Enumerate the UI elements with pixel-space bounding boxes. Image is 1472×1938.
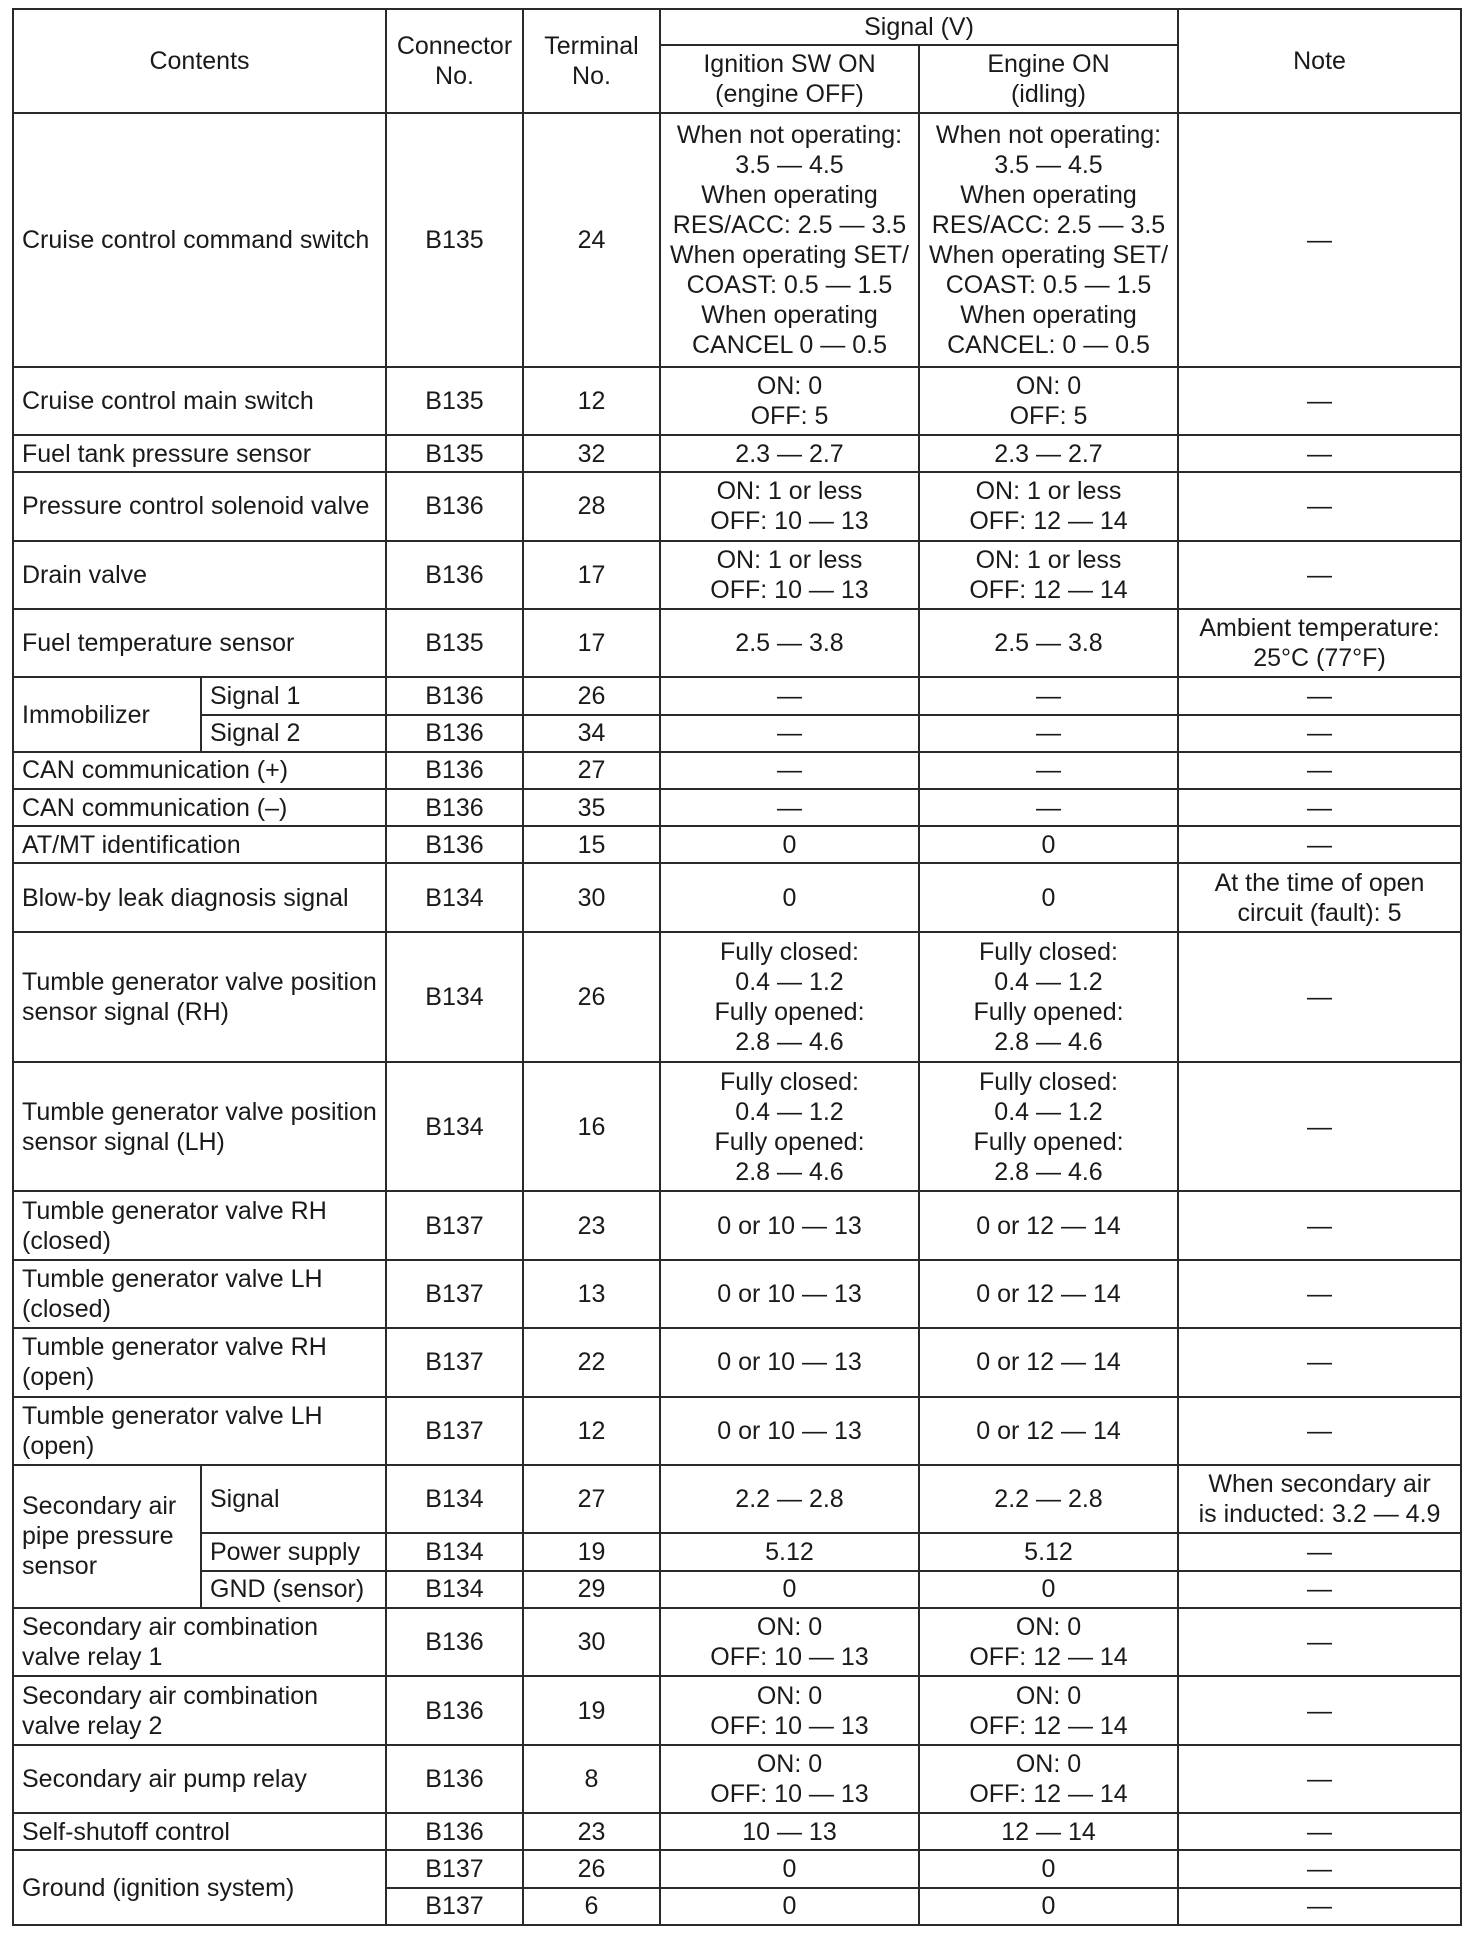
row-signal-ign-on: ON: 0 OFF: 5 bbox=[660, 367, 919, 435]
row-terminal: 34 bbox=[523, 715, 660, 752]
row-connector: B137 bbox=[386, 1191, 523, 1259]
row-connector: B136 bbox=[386, 789, 523, 826]
row-note: — bbox=[1178, 826, 1461, 863]
row-contents: AT/MT identification bbox=[13, 826, 386, 863]
header-signal: Signal (V) bbox=[660, 9, 1178, 45]
row-signal-ign-on: 0 or 10 — 13 bbox=[660, 1328, 919, 1396]
row-note: — bbox=[1178, 932, 1461, 1062]
table-row bbox=[13, 1813, 1461, 1850]
row-connector: B137 bbox=[386, 1328, 523, 1396]
row-signal-ign-on: ON: 0 OFF: 10 — 13 bbox=[660, 1745, 919, 1813]
row-signal-ign-on: Fully closed: 0.4 — 1.2 Fully opened: 2.8 — 4.6 bbox=[660, 932, 919, 1062]
row-signal-ign-on: Fully closed: 0.4 — 1.2 Fully opened: 2.8 — 4.6 bbox=[660, 1062, 919, 1192]
row-note: — bbox=[1178, 1260, 1461, 1328]
row-signal-engine-on: ON: 0 OFF: 12 — 14 bbox=[919, 1608, 1178, 1676]
row-contents: CAN communication (+) bbox=[13, 752, 386, 789]
row-connector: B134 bbox=[386, 863, 523, 931]
row-connector: B135 bbox=[386, 113, 523, 367]
row-terminal: 27 bbox=[523, 1465, 660, 1533]
row-terminal: 12 bbox=[523, 367, 660, 435]
row-connector: B135 bbox=[386, 367, 523, 435]
row-terminal: 30 bbox=[523, 863, 660, 931]
row-contents: Tumble generator valve LH (closed) bbox=[13, 1260, 386, 1328]
row-signal-engine-on: 2.2 — 2.8 bbox=[919, 1465, 1178, 1533]
table-row bbox=[13, 367, 1461, 435]
row-connector: B137 bbox=[386, 1888, 523, 1925]
row-signal-ign-on: 10 — 13 bbox=[660, 1813, 919, 1850]
row-terminal: 16 bbox=[523, 1062, 660, 1192]
row-note: — bbox=[1178, 1850, 1461, 1887]
row-note: — bbox=[1178, 1533, 1461, 1570]
row-signal-engine-on: — bbox=[919, 752, 1178, 789]
row-signal-engine-on: — bbox=[919, 789, 1178, 826]
table-row bbox=[13, 1328, 1461, 1396]
row-connector: B135 bbox=[386, 435, 523, 472]
row-signal-ign-on: 2.3 — 2.7 bbox=[660, 435, 919, 472]
row-terminal: 26 bbox=[523, 1850, 660, 1887]
row-terminal: 8 bbox=[523, 1745, 660, 1813]
row-note: At the time of open circuit (fault): 5 bbox=[1178, 863, 1461, 931]
row-signal-ign-on: ON: 1 or less OFF: 10 — 13 bbox=[660, 541, 919, 609]
row-signal-engine-on: 0 bbox=[919, 826, 1178, 863]
row-connector: B136 bbox=[386, 541, 523, 609]
row-terminal: 17 bbox=[523, 541, 660, 609]
row-connector: B137 bbox=[386, 1397, 523, 1465]
row-terminal: 30 bbox=[523, 1608, 660, 1676]
row-terminal: 15 bbox=[523, 826, 660, 863]
row-contents: Blow-by leak diagnosis signal bbox=[13, 863, 386, 931]
row-contents: Secondary air pump relay bbox=[13, 1745, 386, 1813]
row-signal-engine-on: ON: 1 or less OFF: 12 — 14 bbox=[919, 541, 1178, 609]
row-connector: B134 bbox=[386, 1571, 523, 1608]
row-connector: B135 bbox=[386, 609, 523, 677]
row-note: — bbox=[1178, 1745, 1461, 1813]
row-terminal: 32 bbox=[523, 435, 660, 472]
table-row bbox=[13, 789, 1461, 826]
row-signal-engine-on: 0 bbox=[919, 1571, 1178, 1608]
row-signal-engine-on: 0 or 12 — 14 bbox=[919, 1191, 1178, 1259]
row-contents: Drain valve bbox=[13, 541, 386, 609]
row-note: — bbox=[1178, 752, 1461, 789]
row-contents: Cruise control main switch bbox=[13, 367, 386, 435]
row-sub-contents: Power supply bbox=[201, 1533, 386, 1570]
row-sub-contents: Signal 2 bbox=[201, 715, 386, 752]
row-signal-engine-on: 2.5 — 3.8 bbox=[919, 609, 1178, 677]
row-signal-engine-on: — bbox=[919, 677, 1178, 714]
table-row bbox=[13, 826, 1461, 863]
row-connector: B134 bbox=[386, 932, 523, 1062]
row-terminal: 27 bbox=[523, 752, 660, 789]
table-row bbox=[13, 1608, 1461, 1676]
row-signal-engine-on: 0 or 12 — 14 bbox=[919, 1260, 1178, 1328]
header-terminal-no: Terminal No. bbox=[523, 9, 660, 113]
row-note: — bbox=[1178, 113, 1461, 367]
row-contents: CAN communication (–) bbox=[13, 789, 386, 826]
row-signal-ign-on: 0 bbox=[660, 863, 919, 931]
row-note: — bbox=[1178, 435, 1461, 472]
row-connector: B136 bbox=[386, 752, 523, 789]
row-signal-ign-on: 0 bbox=[660, 1571, 919, 1608]
row-connector: B136 bbox=[386, 1813, 523, 1850]
row-signal-ign-on: — bbox=[660, 715, 919, 752]
row-signal-ign-on: 0 bbox=[660, 826, 919, 863]
row-terminal: 17 bbox=[523, 609, 660, 677]
row-connector: B134 bbox=[386, 1533, 523, 1570]
table-row bbox=[13, 1571, 1461, 1608]
row-signal-ign-on: 5.12 bbox=[660, 1533, 919, 1570]
row-contents: Fuel temperature sensor bbox=[13, 609, 386, 677]
table-row bbox=[13, 752, 1461, 789]
row-contents: Fuel tank pressure sensor bbox=[13, 435, 386, 472]
row-note: — bbox=[1178, 1608, 1461, 1676]
table-row bbox=[13, 113, 1461, 367]
header-connector-no: Connector No. bbox=[386, 9, 523, 113]
row-note: — bbox=[1178, 1062, 1461, 1192]
header-note: Note bbox=[1178, 9, 1461, 113]
table-row bbox=[13, 1850, 1461, 1887]
row-contents: Self-shutoff control bbox=[13, 1813, 386, 1850]
row-note: — bbox=[1178, 541, 1461, 609]
row-sub-contents: Signal 1 bbox=[201, 677, 386, 714]
row-terminal: 29 bbox=[523, 1571, 660, 1608]
row-signal-ign-on: 0 or 10 — 13 bbox=[660, 1191, 919, 1259]
row-signal-engine-on: Fully closed: 0.4 — 1.2 Fully opened: 2.8 — 4.6 bbox=[919, 932, 1178, 1062]
row-signal-engine-on: Fully closed: 0.4 — 1.2 Fully opened: 2.8 — 4.6 bbox=[919, 1062, 1178, 1192]
row-signal-engine-on: ON: 0 OFF: 5 bbox=[919, 367, 1178, 435]
row-terminal: 26 bbox=[523, 677, 660, 714]
row-contents: Secondary air combination valve relay 1 bbox=[13, 1608, 386, 1676]
row-terminal: 35 bbox=[523, 789, 660, 826]
header-ignition-sw-on: Ignition SW ON (engine OFF) bbox=[660, 45, 919, 113]
row-signal-ign-on: — bbox=[660, 677, 919, 714]
header-row bbox=[13, 9, 1461, 45]
row-contents: Tumble generator valve RH (closed) bbox=[13, 1191, 386, 1259]
row-contents: Tumble generator valve LH (open) bbox=[13, 1397, 386, 1465]
row-note: When secondary air is inducted: 3.2 — 4.9 bbox=[1178, 1465, 1461, 1533]
table-row bbox=[13, 541, 1461, 609]
table-row bbox=[13, 1397, 1461, 1465]
row-terminal: 26 bbox=[523, 932, 660, 1062]
row-connector: B136 bbox=[386, 826, 523, 863]
table-row bbox=[13, 1676, 1461, 1744]
table-row bbox=[13, 1062, 1461, 1192]
row-terminal: 22 bbox=[523, 1328, 660, 1396]
row-signal-engine-on: When not operating: 3.5 — 4.5 When operating RES/ACC: 2.5 — 3.5 When operating SET/ COAST: 0.5 — 1.5 When operating CANCEL: 0 — 0.5 bbox=[919, 113, 1178, 367]
row-connector: B134 bbox=[386, 1465, 523, 1533]
row-signal-ign-on: ON: 1 or less OFF: 10 — 13 bbox=[660, 472, 919, 540]
row-terminal: 19 bbox=[523, 1533, 660, 1570]
row-terminal: 23 bbox=[523, 1813, 660, 1850]
row-note: — bbox=[1178, 1397, 1461, 1465]
row-connector: B134 bbox=[386, 1062, 523, 1192]
row-connector: B137 bbox=[386, 1850, 523, 1887]
row-signal-ign-on: 2.2 — 2.8 bbox=[660, 1465, 919, 1533]
row-terminal: 13 bbox=[523, 1260, 660, 1328]
table-row bbox=[13, 932, 1461, 1062]
row-contents: Immobilizer bbox=[13, 677, 201, 751]
table-row bbox=[13, 677, 1461, 714]
row-connector: B136 bbox=[386, 1676, 523, 1744]
table-row bbox=[13, 1465, 1461, 1533]
table-row bbox=[13, 715, 1461, 752]
row-signal-ign-on: When not operating: 3.5 — 4.5 When operating RES/ACC: 2.5 — 3.5 When operating SET/ COAST: 0.5 — 1.5 When operating CANCEL 0 — 0.5 bbox=[660, 113, 919, 367]
row-note: — bbox=[1178, 1813, 1461, 1850]
row-signal-engine-on: 2.3 — 2.7 bbox=[919, 435, 1178, 472]
row-contents: Pressure control solenoid valve bbox=[13, 472, 386, 540]
row-signal-engine-on: 12 — 14 bbox=[919, 1813, 1178, 1850]
row-note: — bbox=[1178, 1328, 1461, 1396]
row-terminal: 28 bbox=[523, 472, 660, 540]
row-sub-contents: Signal bbox=[201, 1465, 386, 1533]
row-signal-ign-on: ON: 0 OFF: 10 — 13 bbox=[660, 1608, 919, 1676]
row-signal-ign-on: 0 or 10 — 13 bbox=[660, 1397, 919, 1465]
row-note: — bbox=[1178, 715, 1461, 752]
row-connector: B136 bbox=[386, 1608, 523, 1676]
table-row bbox=[13, 435, 1461, 472]
row-signal-engine-on: ON: 0 OFF: 12 — 14 bbox=[919, 1676, 1178, 1744]
row-signal-engine-on: — bbox=[919, 715, 1178, 752]
table-row bbox=[13, 1745, 1461, 1813]
table-row bbox=[13, 1533, 1461, 1570]
row-contents: Ground (ignition system) bbox=[13, 1850, 386, 1925]
header-engine-on: Engine ON (idling) bbox=[919, 45, 1178, 113]
row-contents: Tumble generator valve position sensor signal (RH) bbox=[13, 932, 386, 1062]
row-sub-contents: GND (sensor) bbox=[201, 1571, 386, 1608]
row-connector: B136 bbox=[386, 472, 523, 540]
row-signal-ign-on: 0 or 10 — 13 bbox=[660, 1260, 919, 1328]
row-contents: Tumble generator valve position sensor signal (LH) bbox=[13, 1062, 386, 1192]
row-connector: B137 bbox=[386, 1260, 523, 1328]
row-signal-engine-on: 0 bbox=[919, 1888, 1178, 1925]
row-signal-ign-on: 0 bbox=[660, 1888, 919, 1925]
row-note: — bbox=[1178, 367, 1461, 435]
row-signal-ign-on: — bbox=[660, 789, 919, 826]
row-signal-ign-on: ON: 0 OFF: 10 — 13 bbox=[660, 1676, 919, 1744]
header-contents: Contents bbox=[13, 9, 386, 113]
row-note: — bbox=[1178, 1571, 1461, 1608]
row-note: — bbox=[1178, 1191, 1461, 1259]
row-note: — bbox=[1178, 472, 1461, 540]
row-signal-engine-on: 0 bbox=[919, 863, 1178, 931]
row-signal-engine-on: 5.12 bbox=[919, 1533, 1178, 1570]
row-connector: B136 bbox=[386, 677, 523, 714]
row-contents: Cruise control command switch bbox=[13, 113, 386, 367]
row-note: — bbox=[1178, 1888, 1461, 1925]
row-connector: B136 bbox=[386, 1745, 523, 1813]
row-terminal: 23 bbox=[523, 1191, 660, 1259]
row-contents: Secondary air combination valve relay 2 bbox=[13, 1676, 386, 1744]
row-contents: Tumble generator valve RH (open) bbox=[13, 1328, 386, 1396]
row-signal-ign-on: 0 bbox=[660, 1850, 919, 1887]
row-signal-engine-on: 0 or 12 — 14 bbox=[919, 1397, 1178, 1465]
table-row bbox=[13, 472, 1461, 540]
table-row bbox=[13, 609, 1461, 677]
row-note: — bbox=[1178, 677, 1461, 714]
table-row bbox=[13, 1191, 1461, 1259]
row-signal-ign-on: 2.5 — 3.8 bbox=[660, 609, 919, 677]
signal-spec-table bbox=[12, 8, 1462, 1926]
row-terminal: 24 bbox=[523, 113, 660, 367]
row-contents: Secondary air pipe pressure sensor bbox=[13, 1465, 201, 1608]
table-row bbox=[13, 1260, 1461, 1328]
row-note: — bbox=[1178, 789, 1461, 826]
row-signal-engine-on: 0 or 12 — 14 bbox=[919, 1328, 1178, 1396]
row-signal-engine-on: ON: 0 OFF: 12 — 14 bbox=[919, 1745, 1178, 1813]
row-signal-ign-on: — bbox=[660, 752, 919, 789]
row-connector: B136 bbox=[386, 715, 523, 752]
row-note: — bbox=[1178, 1676, 1461, 1744]
table-row bbox=[13, 863, 1461, 931]
row-terminal: 6 bbox=[523, 1888, 660, 1925]
row-signal-engine-on: ON: 1 or less OFF: 12 — 14 bbox=[919, 472, 1178, 540]
row-terminal: 19 bbox=[523, 1676, 660, 1744]
row-terminal: 12 bbox=[523, 1397, 660, 1465]
row-note: Ambient temperature: 25°C (77°F) bbox=[1178, 609, 1461, 677]
row-signal-engine-on: 0 bbox=[919, 1850, 1178, 1887]
